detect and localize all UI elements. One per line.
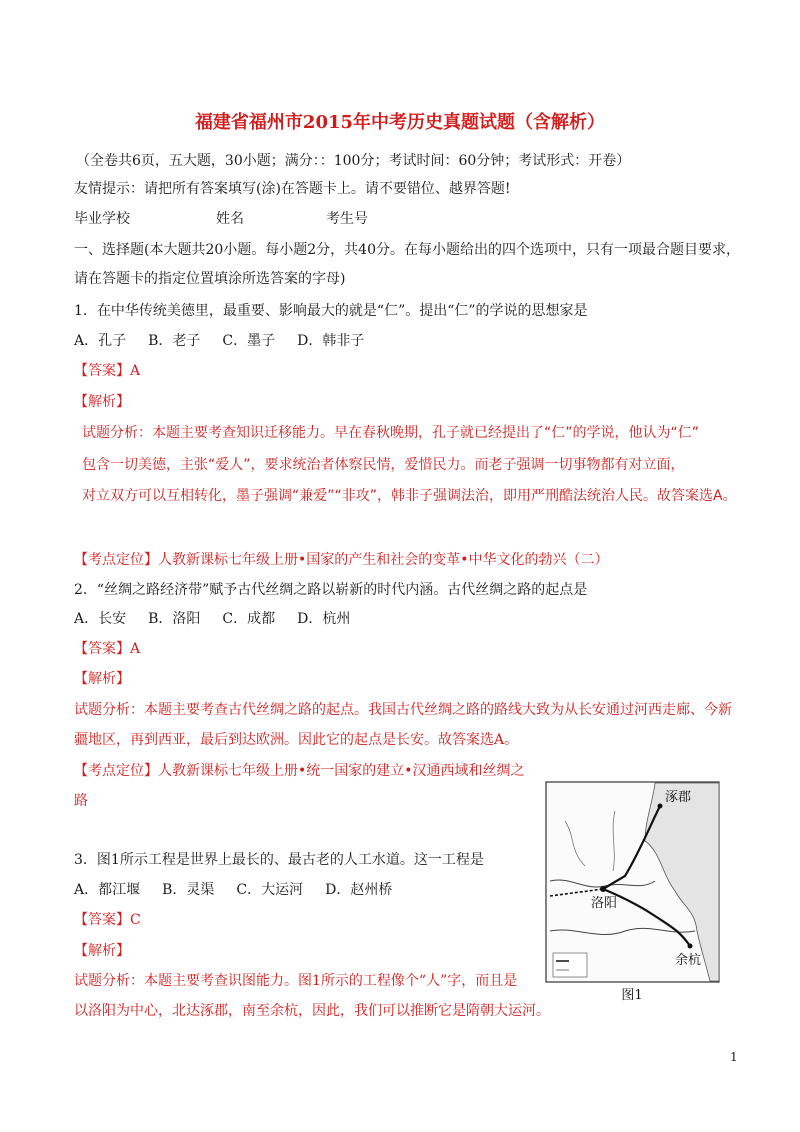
q2-answer: 【答案】A <box>74 641 141 657</box>
q2-analysis-line2: 疆地区，再到西亚，最后到达欧洲。因此它的起点是长安。故答案选A。 <box>74 732 519 748</box>
exam-number-field-label: 考生号 <box>326 211 368 227</box>
grand-canal-map <box>545 781 720 1004</box>
q1-answer: 【答案】A <box>74 363 141 379</box>
yuhang-label: 余杭 <box>675 953 702 968</box>
q2-options <box>74 610 350 628</box>
q3-options <box>74 881 392 899</box>
student-fields <box>74 210 368 228</box>
q1-options <box>74 332 364 350</box>
exam-info: （全卷共6页，五大题，30小题；满分：：100分；考试时间：60分钟；考试形式：开卷） <box>76 153 631 169</box>
luoyang-marker <box>600 886 606 892</box>
q1-analysis-label: 【解析】 <box>74 394 130 410</box>
luoyang-label: 洛阳 <box>591 896 618 911</box>
q2-stem: 2．“丝绸之路经济带”赋予古代丝绸之路以崭新的时代内涵。古代丝绸之路的起点是 <box>74 582 588 598</box>
q3-option-b: B．灵渠 <box>162 882 215 898</box>
q3-option-c: C．大运河 <box>236 882 304 898</box>
q1-option-d: D．韩非子 <box>297 333 365 349</box>
q2-option-d: D．杭州 <box>297 611 351 627</box>
q2-knowledge-point-line1: 【考点定位】人教新课标七年级上册•统一国家的建立•汉通西域和丝绸之 <box>74 763 525 779</box>
q3-analysis-line1: 试题分析：本题主要考查识图能力。图1所示的工程像个“人”字，而且是 <box>74 973 518 989</box>
q1-analysis-line2: 包含一切美德，主张“爱人”，要求统治者体察民情，爱惜民力。而老子强调一切事物都有对立面， <box>82 457 685 473</box>
q1-option-b: B．老子 <box>148 333 201 349</box>
q2-option-a: A．长安 <box>74 611 127 627</box>
q1-analysis-line1: 试题分析：本题主要考查知识迁移能力。早在春秋晚期，孔子就已经提出了“仁”的学说，他认为“仁” <box>82 425 700 441</box>
q1-option-a: A．孔子 <box>74 333 127 349</box>
q2-analysis-line1: 试题分析：本题主要考查古代丝绸之路的起点。我国古代丝绸之路的路线大致为从长安通过河西走廊、今新 <box>74 702 732 718</box>
q2-analysis-label: 【解析】 <box>74 671 130 687</box>
document-title: 福建省福州市2015年中考历史真题试题（含解析） <box>194 112 606 133</box>
q1-analysis-line3: 对立双方可以互相转化，墨子强调“兼爱”“非攻”，韩非子强调法治，即用严刑酷法统治人民。故答案选A。 <box>82 488 737 504</box>
q2-knowledge-point-line2: 路 <box>74 793 88 809</box>
school-field-label: 毕业学校 <box>74 211 130 227</box>
q3-option-a: A．都江堰 <box>74 882 141 898</box>
q3-option-d: D．赵州桥 <box>325 882 393 898</box>
q3-analysis-label: 【解析】 <box>74 943 130 959</box>
name-field-label: 姓名 <box>216 211 244 227</box>
q3-analysis-line2: 以洛阳为中心，北达涿郡，南至余杭，因此，我们可以推断它是隋朝大运河。 <box>74 1003 550 1019</box>
q2-option-c: C．成都 <box>222 611 276 627</box>
section1-instruction-line2: 请在答题卡的指定位置填涂所选答案的字母) <box>74 271 346 287</box>
section1-instruction-line1: 一、选择题(本大题共20小题。每小题2分，共40分。在每小题给出的四个选项中，只有一项最合题目要求， <box>74 242 740 258</box>
page-number: 1 <box>730 1050 738 1064</box>
zhuojun-marker <box>658 804 663 809</box>
q1-stem: 1．在中华传统美德里，最重要、影响最大的就是“仁”。提出“仁”的学说的思想家是 <box>74 303 588 319</box>
map-legend <box>553 953 587 977</box>
figure-caption: 图1 <box>621 988 643 1003</box>
q2-option-b: B．洛阳 <box>148 611 201 627</box>
q3-stem: 3．图1所示工程是世界上最长的、最古老的人工水道。这一工程是 <box>74 852 484 868</box>
q1-option-c: C．墨子 <box>222 333 276 349</box>
zhuojun-label: 涿郡 <box>665 790 692 805</box>
yuhang-marker <box>688 944 693 949</box>
friendly-tip: 友情提示：请把所有答案填写(涂)在答题卡上。请不要错位、越界答题! <box>74 181 511 197</box>
q3-answer: 【答案】C <box>74 912 141 928</box>
q1-knowledge-point: 【考点定位】人教新课标七年级上册•国家的产生和社会的变革•中华文化的勃兴（二） <box>74 552 609 568</box>
